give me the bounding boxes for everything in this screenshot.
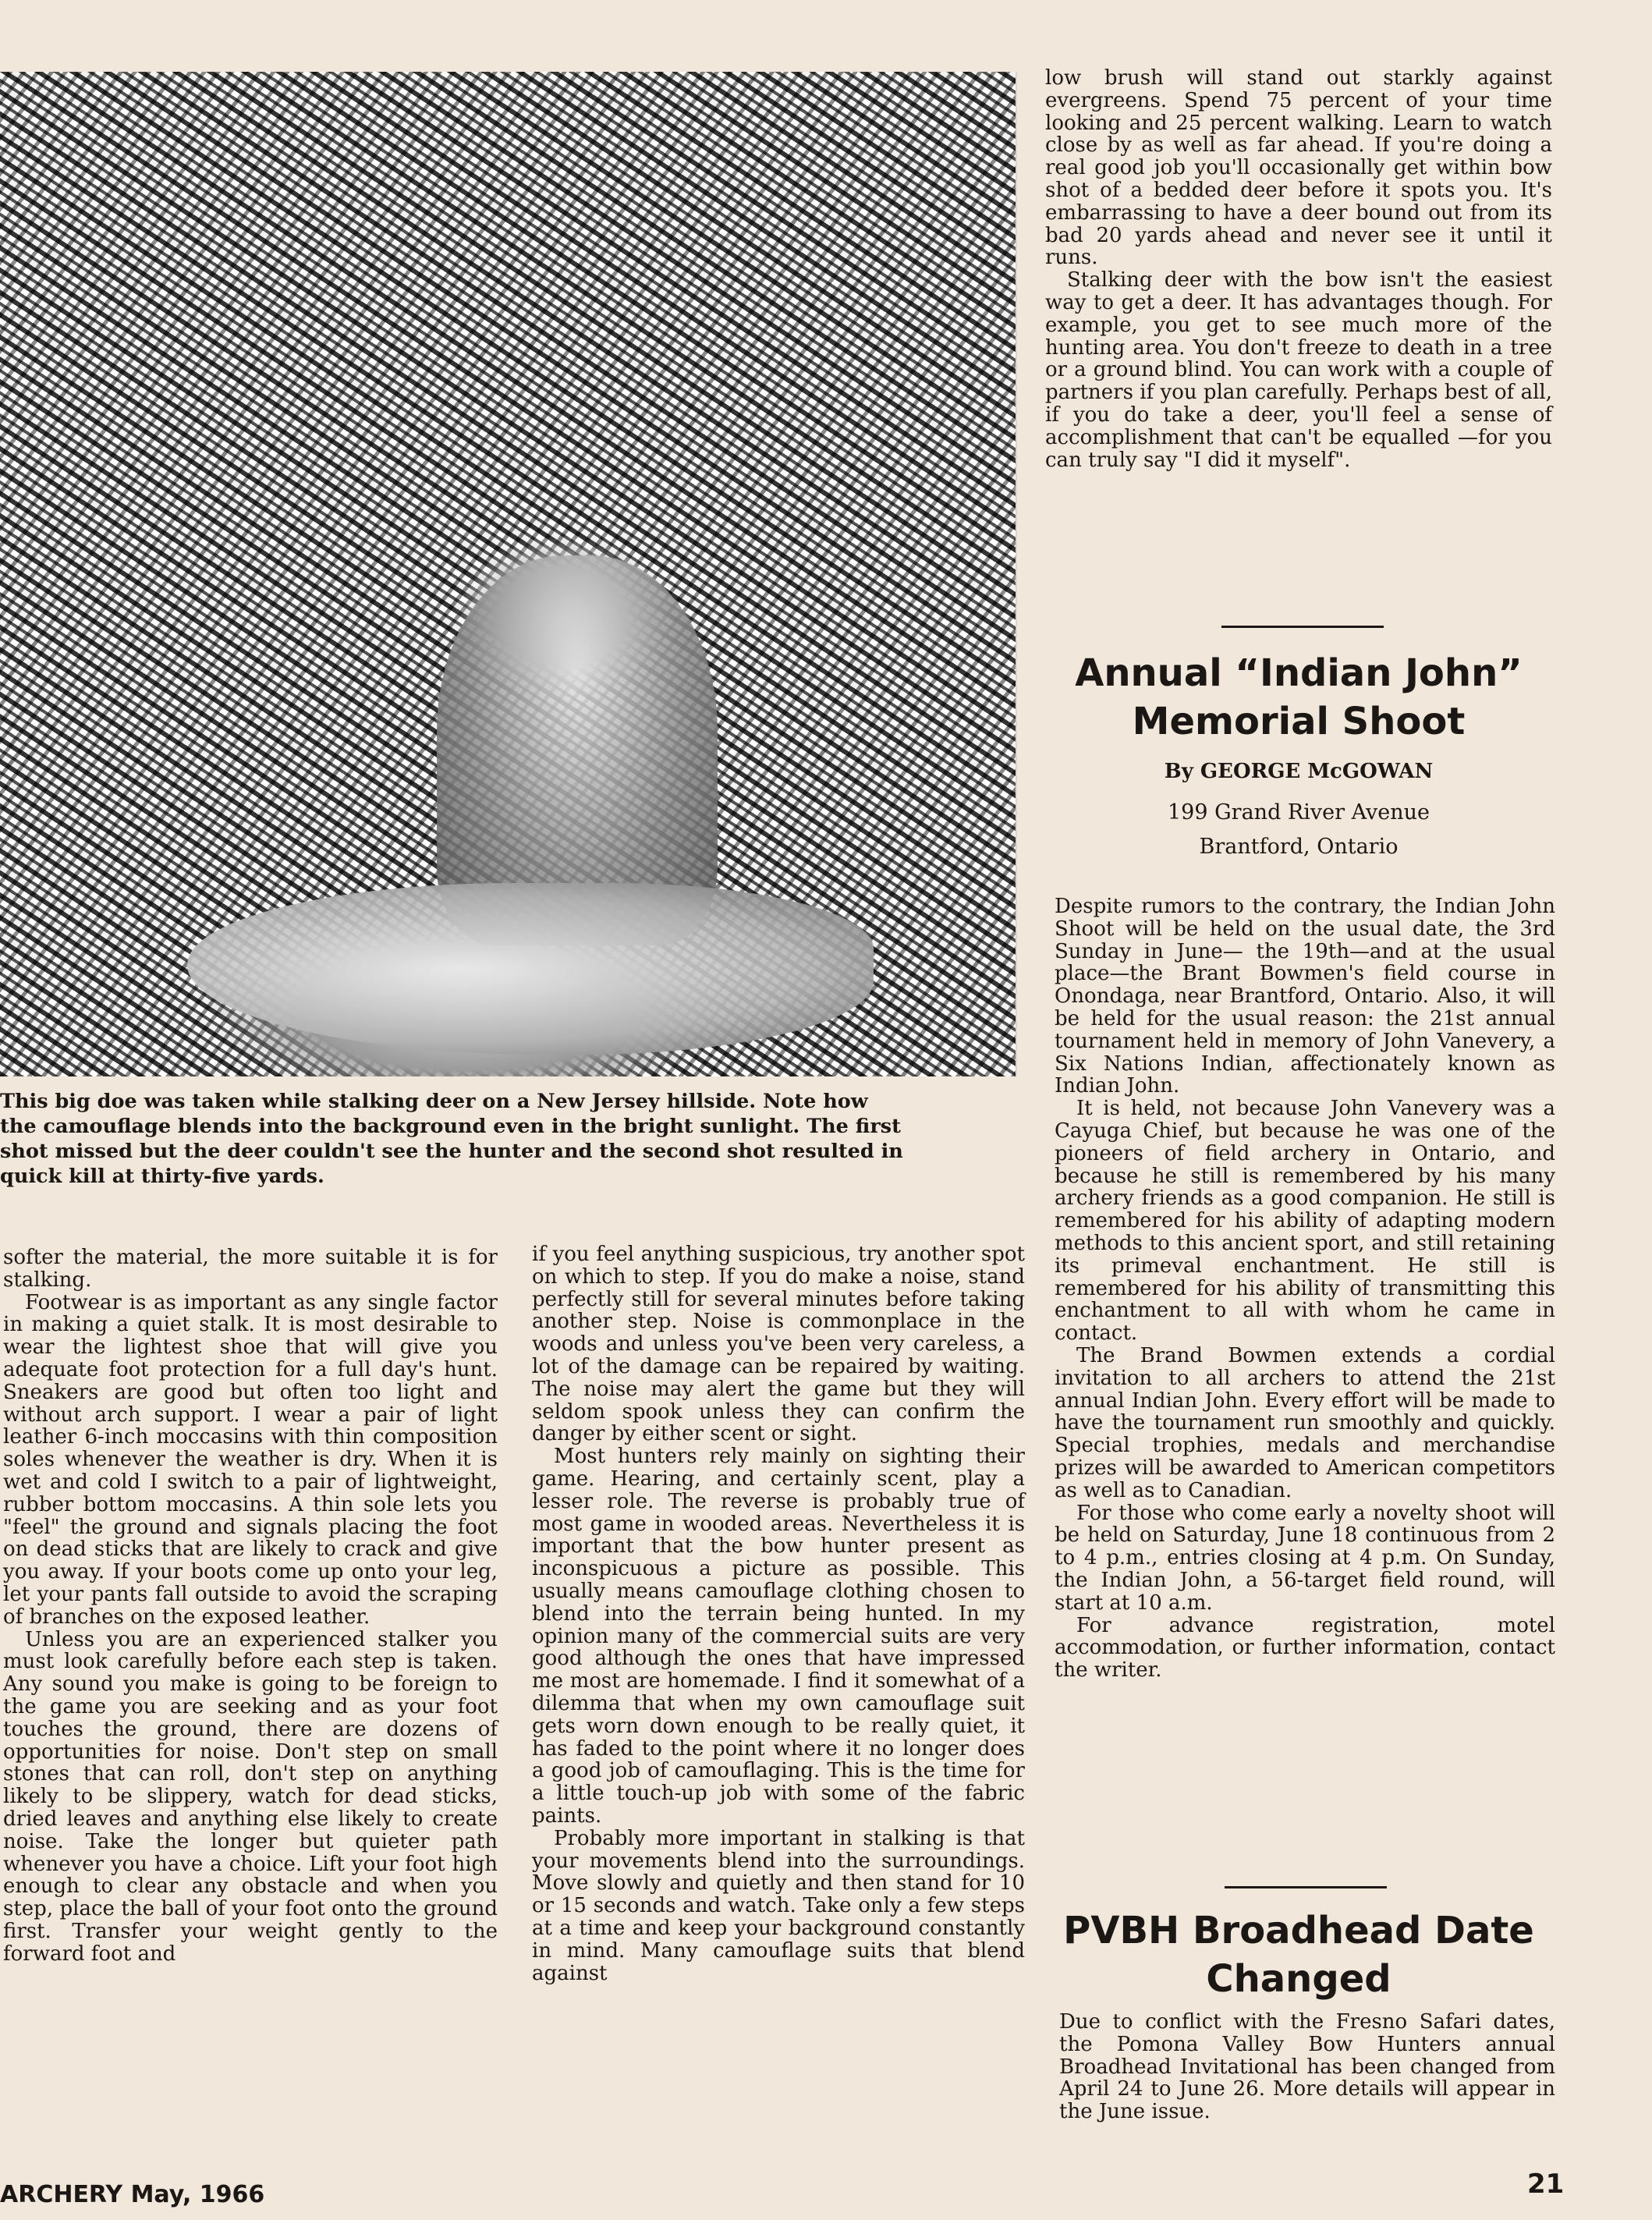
address-line: Brantford, Ontario	[1199, 835, 1399, 859]
caption-line: This big doe was taken while stalking deer on a New Jersey hillside. Note how	[0, 1090, 868, 1113]
paragraph: Probably more important in stalking is that your movements blend into the surroundings. Move slowly and quietly and then stand for 10 or 15 seconds and watch. Take only a few steps at a time and keep your background constantly in mind. Many camouflage suits that blend against	[532, 1826, 1025, 1985]
caption-line: shot missed but the deer couldn't see the hunter and the second shot resulted in	[0, 1140, 903, 1163]
article-headline	[1045, 649, 1552, 746]
author-address	[1045, 796, 1552, 864]
paragraph: Unless you are an experienced stalker you must look carefully before each step is taken. Any sound you make is going to be foreign to the game you are seeking and as your foot touches the ground, there are dozens of opportunities for noise. Don't step on small stones that can roll, don't step on anything likely to be slippery, watch for dead sticks, dried leaves and anything else likely to create noise. Take the longer but quieter path whenever you have a choice. Lift your foot high enough to clear any obstacle and when you step, place the ball of your foot onto the ground first. Transfer your weight gently to the forward foot and	[3, 1627, 498, 1966]
headline-line: PVBH Broadhead Date	[1063, 1909, 1534, 1952]
column-left	[3, 1247, 498, 1966]
paragraph: Footwear is as important as any single factor in making a quiet stalk. It is most desirable to wear the lightest shoe that will give you adequate foot protection for a full day's hunt. Sneakers are good but often too light and without arch support. I wear a pair of light leather 6-inch moccasins with thin composition soles whenever the weather is dry. When it is wet and cold I switch to a pair of lightweight, rubber bottom moccasins. A thin sole lets you "feel" the ground and signals placing the foot on dead sticks that are likely to crack and give you away. If your boots come up onto your leg, let your pants fall outside to avoid the scraping of branches on the exposed leather.	[3, 1290, 498, 1629]
paragraph: Due to conflict with the Fresno Safari dates, the Pomona Valley Bow Hunters annual Broadhead Invitational has been changed from April 24 to June 26. More details will appear in the June issue.	[1059, 2010, 1555, 2124]
paragraph: softer the material, the more suitable it is for stalking.	[3, 1246, 498, 1292]
article-body	[1059, 2011, 1555, 2123]
caption-line: the camouflage blends into the background even in the bright sunlight. The first	[0, 1115, 901, 1138]
paragraph: Stalking deer with the bow isn't the easiest way to get a deer. It has advantages though. For example, you get to see much more of the hunting area. You don't freeze to death in a tree or a ground blind. You can work with a couple of partners if you plan carefully. Perhaps best of all, if you do take a deer, you'll feel a sense of accomplishment that can't be equalled —for you can truly say "I did it myself".	[1045, 268, 1552, 472]
paragraph: if you feel anything suspicious, try another spot on which to step. If you do make a noise, stand perfectly still for several minutes before taking another step. Noise is commonplace in the woods and unless you've been very careless, a lot of the damage can be repaired by waiting. The noise may alert the game but they will seldom spook unless they can confirm the danger by either scent or sight.	[532, 1243, 1025, 1446]
page-number: 21	[1527, 2169, 1565, 2200]
paragraph: It is held, not because John Vanevery was a Cayuga Chief, but because he was one of the pioneers of field archery in Ontario, and because he still is remembered by his many archery friends as a good companion. He still is remembered for his ability of adapting modern methods to this ancient sport, and still retaining its primeval enchantment. He still is remembered for his ability of transmitting this enchantment to all with whom he came in contact.	[1055, 1097, 1555, 1346]
paragraph: low brush will stand out starkly against evergreens. Spend 75 percent of your time looking and 25 percent walking. Learn to watch close by as well as far ahead. If you're doing a real good job you'll occasionally get within bow shot of a bedded deer before it spots you. It's embarrassing to have a deer bound out from its bad 20 yards ahead and never see it until it runs.	[1045, 66, 1552, 270]
deer-hunter-photo	[0, 72, 1017, 1076]
paragraph: For those who come early a novelty shoot will be held on Saturday, June 18 continuous from 2 to 4 p.m., entries closing at 4 p.m. On Sunday, the Indian John, a 56-target field round, will start at 10 a.m.	[1055, 1501, 1555, 1615]
paragraph: The Brand Bowmen extends a cordial invitation to all archers to attend the 21st annual Indian John. Every effort will be made to have the tournament run smoothly and quickly. Special trophies, medals and merchandise prizes will be awarded to American competitors as well as to Canadian.	[1055, 1343, 1555, 1502]
column-middle	[532, 1243, 1025, 1984]
caption-line: quick kill at thirty-five yards.	[0, 1165, 324, 1188]
paragraph: Most hunters rely mainly on sighting their game. Hearing, and certainly scent, play a lesser role. The reverse is probably true of most game in wooded areas. Nevertheless it is important that the bow hunter present as inconspicuous a picture as possible. This usually means camouflage clothing chosen to blend into the terrain being hunted. In my opinion many of the commercial suits are very good although the ones that have impressed me most are homemade. I find it somewhat of a dilemma that when my own camouflage suit gets worn down enough to be really quiet, it has faded to the point where it no longer does a good job of camouflaging. This is the time for a little touch-up job with some of the fabric paints.	[532, 1445, 1025, 1828]
paragraph: Despite rumors to the contrary, the Indian John Shoot will be held on the usual date, the 3rd Sunday in June— the 19th—and at the usual place—the Brant Bowmen's field course in Onondaga, near Brantford, Ontario. Also, it will be held for the usual reason: the 21st annual tournament held in memory of John Vanevery, a Six Nations Indian, affectionately known as Indian John.	[1055, 895, 1555, 1098]
section-divider	[1221, 626, 1384, 628]
headline-line: Annual “Indian John”	[1075, 651, 1523, 695]
paragraph: For advance registration, motel accommodation, or further information, contact the writer.	[1055, 1613, 1555, 1683]
headline-line: Changed	[1206, 1957, 1391, 2001]
article-body	[1055, 895, 1555, 1682]
section-divider	[1225, 1886, 1387, 1888]
publication-footer: ARCHERY May, 1966	[0, 2181, 265, 2208]
article-headline	[1045, 1906, 1552, 2003]
photo-caption	[0, 1089, 1019, 1189]
column-right-continuation	[1045, 67, 1552, 471]
address-line: 199 Grand River Avenue	[1167, 800, 1430, 825]
deer-figure	[187, 883, 874, 1055]
headline-line: Memorial Shoot	[1132, 700, 1466, 743]
article-byline: By GEORGE McGOWAN	[1164, 760, 1434, 783]
